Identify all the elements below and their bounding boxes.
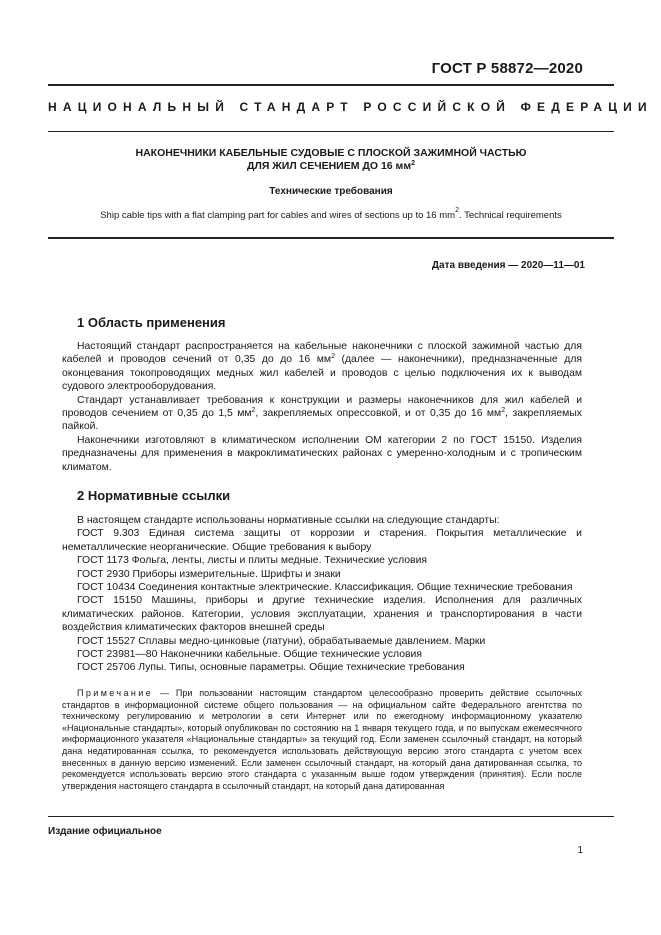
title-line-2: ДЛЯ ЖИЛ СЕЧЕНИЕМ ДО 16 $мм^2$ (247, 160, 415, 172)
paragraph: Стандарт устанавливает требования к конструкции и размеры наконечников для жил кабелей и проводов сечением от 0,35 до 1,5 $мм^2$, закрепляемых опрессовкой, и от 0,35 до 16 $мм^2$, закрепляемых пайкой. (62, 394, 582, 433)
introduction-date: Дата введения — 2020—11—01 (431, 260, 585, 271)
section-2-heading: 2 Нормативные ссылки (77, 488, 231, 503)
title-line-1: НАКОНЕЧНИКИ КАБЕЛЬНЫЕ СУДОВЫЕ С ПЛОСКОЙ ЗАЖИМНОЙ ЧАСТЬЮ (135, 147, 527, 159)
title-bottom-rule (48, 237, 614, 239)
paragraph: В настоящем стандарте использованы нормативные ссылки на следующие стандарты: (77, 515, 500, 526)
note-block (62, 688, 582, 792)
national-standard-banner: НАЦИОНАЛЬНЫЙ СТАНДАРТ РОССИЙСКОЙ ФЕДЕРАЦИИ (48, 100, 653, 114)
reference-item: ГОСТ 2930 Приборы измерительные. Шрифты и знаки (77, 568, 341, 580)
reference-item: ГОСТ 15150 Машины, приборы и другие технические изделия. Исполнения для различных климатических районов. Категории, условия эксплуатации, хранения и транспортирования в части воздействия климатических факторов внешней среды (62, 595, 582, 634)
section-1-body (62, 340, 582, 474)
reference-item: ГОСТ 9.303 Единая система защиты от коррозии и старения. Покрытия металлические и неметаллические неорганические. Общие требования к выбору (62, 528, 582, 553)
gost-number: ГОСТ Р 58872—2020 (431, 60, 583, 77)
document-title (48, 147, 614, 173)
reference-item: ГОСТ 15527 Сплавы медно-цинковые (латуни), обрабатываемые давлением. Марки (77, 635, 486, 647)
title-top-rule (48, 131, 614, 132)
footer-rule (48, 816, 614, 817)
reference-item: ГОСТ 10434 Соединения контактные электрические. Классификация. Общие технические требования (77, 582, 573, 594)
reference-item: ГОСТ 1173 Фольга, ленты, листы и плиты медные. Технические условия (77, 555, 427, 567)
reference-item: ГОСТ 25706 Лупы. Типы, основные параметры. Общие технические требования (77, 662, 465, 674)
page-number: 1 (577, 845, 583, 856)
paragraph: Наконечники изготовляют в климатическом исполнении ОМ категории 2 по ГОСТ 15150. Изделия предназначены для применения в макроклиматических районах с умеренно-холодным и с тропическим климатом. (62, 434, 582, 473)
section-2-body (62, 514, 582, 675)
document-subtitle: Технические требования (269, 186, 393, 197)
note-label: Примечание (77, 688, 154, 698)
header-rule (48, 84, 614, 86)
english-title: Ship cable tips with a flat clamping part for cables and wires of sections up to 16 $mm^2$. Technical requirements (100, 207, 562, 221)
official-edition-label: Издание официальное (48, 826, 162, 837)
section-1-heading: 1 Область применения (77, 315, 226, 330)
paragraph: Настоящий стандарт распространяется на кабельные наконечники с плоской зажимной частью для кабелей и проводов сечений от 0,35 до до 16 $мм^2$ (далее — наконечники), предназначенные для оконцевания токопроводящих медных жил кабелей и проводов с целью подключения их к выводам судового электрооборудования. (62, 341, 583, 393)
reference-item: ГОСТ 23981—80 Наконечники кабельные. Общие технические условия (77, 649, 422, 661)
note-paragraph: Примечание — При пользовании настоящим стандартом целесообразно проверить действие ссылочных стандартов в информационной системе общего пользования — на официальном сайте Федерального агентства по техническому регулированию и метрологии в сети Интернет или по ежегодному информационному указателю «Национальные стандарты», который опубликован по состоянию на 1 января текущего года, и по выпускам ежемесячного информационного указателя «Национальные стандарты» за текущий год. Если заменен ссылочный стандарт, на который дана недатированная ссылка, то рекомендуется использовать действующую версию этого стандарта с учетом всех внесенных в данную версию изменений. Если заменен ссылочный стандарт, на который дана датированная ссылка, то рекомендуется использовать версию этого стандарта с указанным выше годом утверждения (принятия). Если после утверждения настоящего стандарта в ссылочный стандарт, на который дана датированная (62, 688, 582, 791)
